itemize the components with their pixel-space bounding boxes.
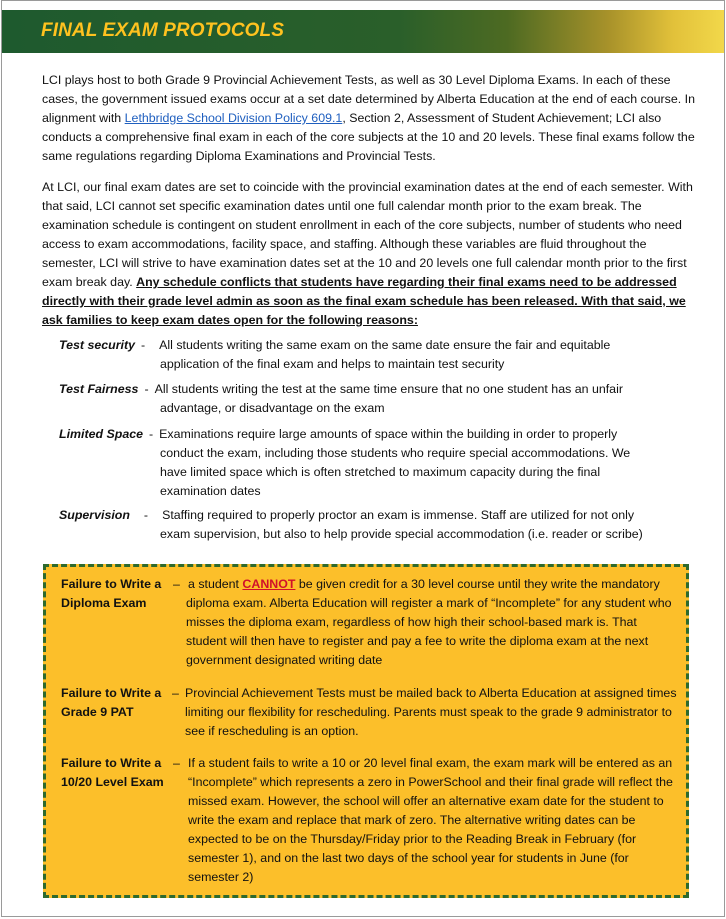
intro-p1-start: LCI plays host to both Grade 9 Provincial Achievement Tests, as well as 30 Level Diploma Exams. In each of these cases, the government issued exams occur at a set date determined by Alberta Education at the end of each course. In alignment with bbox=[42, 73, 695, 125]
reason-item-test-fairness bbox=[59, 380, 699, 418]
cannot-emphasis: CANNOT bbox=[242, 577, 296, 591]
document-page bbox=[1, 0, 725, 917]
failure-text bbox=[186, 575, 676, 670]
intro-paragraph-2 bbox=[42, 178, 696, 330]
intro-paragraph-1 bbox=[42, 71, 696, 166]
reason-text: All students writing the same exam on the same date ensure the fair and equitable bbox=[159, 338, 611, 352]
reason-text: Staffing required to properly proctor an exam is immense. Staff are utilized for not only bbox=[162, 508, 635, 522]
reason-dash: - bbox=[149, 427, 154, 441]
failure-item-diploma bbox=[61, 575, 677, 675]
reason-term: Limited Space bbox=[59, 427, 144, 441]
failure-callout-box bbox=[43, 564, 689, 898]
reason-text-cont: advantage, or disadvantage on the exam bbox=[160, 401, 385, 415]
reason-term: Supervision bbox=[59, 508, 130, 522]
failure-item-pat bbox=[61, 684, 677, 744]
reason-term: Test security bbox=[59, 338, 135, 352]
reason-dash: - bbox=[144, 382, 149, 396]
intro-p1-end: , Section 2, Assessment of Student Achievement; LCI also conducts a comprehensive final exam in each of the core subjects at the 10 and 20 levels. These final exams follow the same regulations regarding Diploma Examinations and Provincial Tests. bbox=[42, 111, 695, 163]
page-title: FINAL EXAM PROTOCOLS bbox=[41, 20, 285, 41]
intro-p2-text: At LCI, our final exam dates are set to coincide with the provincial examination dates at the end of each semester. With that said, LCI cannot set specific examination dates until one full calendar month prior to the exam break. The examination schedule is contingent on student enrollment in each of the core subjects, number of students who need access to exam accommodations, facility space, and staffing. Although these variables are fluid throughout the semester, LCI will strive to have examination dates set at the 10 and 20 levels one full calendar month prior to the first exam break day. bbox=[42, 180, 693, 289]
reason-item-test-security bbox=[59, 336, 699, 374]
reason-text-cont: application of the final exam and helps to maintain test security bbox=[160, 357, 505, 371]
failure-text: If a student fails to write a 10 or 20 level final exam, the exam mark will be entered as an “Incomplete” which represents a zero in PowerSchool and their final grade will reflect the missed exam. However, the school will offer an alternative exam date for the student to write the exam and replace that mark of zero. The alternative writing dates can be expected to be on the Thursday/Friday prior to the Reading Break in February (for semester 1), and on the last two days of the school year for students in June (for semester 2) bbox=[188, 756, 673, 884]
policy-link[interactable]: Lethbridge School Division Policy 609.1 bbox=[124, 111, 343, 125]
failure-text: Provincial Achievement Tests must be mailed back to Alberta Education at assigned times limiting our flexibility for rescheduling. Parents must speak to the grade 9 administrator to see if rescheduling is an option. bbox=[185, 686, 677, 738]
reason-text-cont: exam supervision, but also to help provide special accommodation (i.e. reader or scribe) bbox=[160, 527, 643, 541]
reason-text: Examinations require large amounts of space within the building in order to properly bbox=[159, 427, 618, 441]
failure-text-end: be given credit for a 30 level course until they write the mandatory diploma exam. Alberta Education will register a mark of “Incomplete” for any student who misses the diploma exam, regardless of how high their school-based mark is. That student will then have to register and pay a fee to write the diploma exam at the next government designated writing date bbox=[186, 577, 672, 667]
intro-p2-emphasis: Any schedule conflicts that students have regarding their final exams need to be addressed directly with their grade level admin as soon as the final exam schedule has been released. With that said, we ask families to keep exam dates open for the following reasons: bbox=[42, 275, 686, 327]
reason-dash: - bbox=[143, 508, 149, 522]
failure-label: Failure to Write a Diploma Exam bbox=[61, 577, 162, 610]
failure-dash: – bbox=[172, 686, 179, 700]
failure-text-start: a student bbox=[188, 577, 243, 591]
reason-item-supervision bbox=[59, 506, 699, 544]
failure-label: Failure to Write a 10/20 Level Exam bbox=[61, 756, 164, 789]
reason-item-limited-space bbox=[59, 425, 699, 501]
reason-dash: - bbox=[140, 338, 146, 352]
failure-dash: – bbox=[173, 756, 180, 770]
reason-term: Test Fairness bbox=[59, 382, 139, 396]
reason-text: All students writing the test at the same time ensure that no one student has an unfair bbox=[154, 382, 623, 396]
failure-dash: – bbox=[173, 577, 180, 591]
reason-text-cont: conduct the exam, including those students who require special accommodations. We have limited space which is often stretched to maximum capacity during the final examination dates bbox=[160, 446, 631, 498]
failure-item-10-20-level bbox=[61, 754, 677, 894]
title-banner bbox=[2, 10, 724, 53]
failure-label: Failure to Write a Grade 9 PAT bbox=[61, 686, 162, 719]
